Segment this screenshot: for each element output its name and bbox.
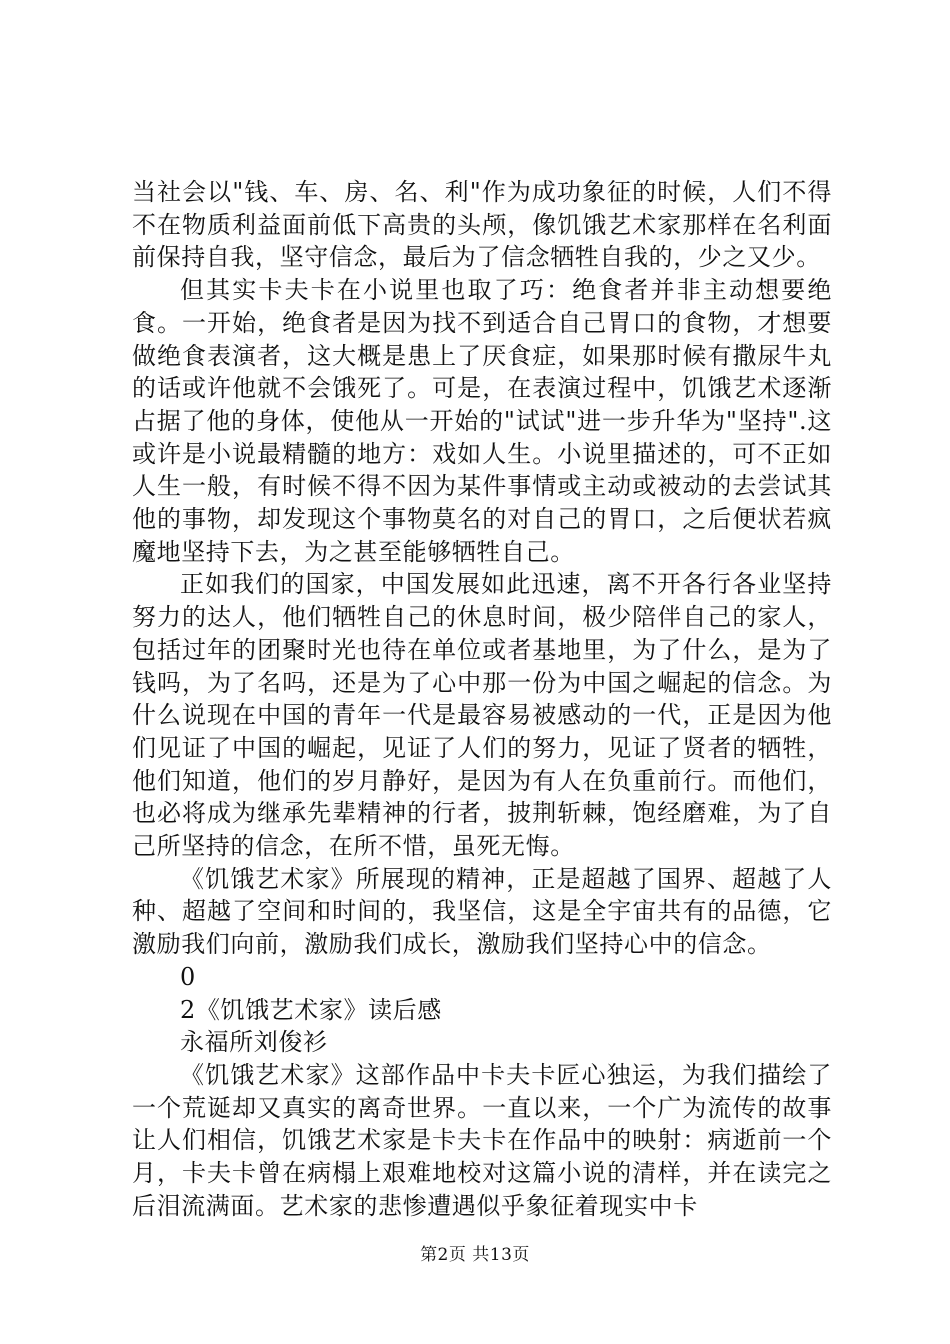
paragraph-kafka-trick: 但其实卡夫卡在小说里也取了巧：绝食者并非主动想要绝食。一开始，绝食者是因为找不到适合自己胃口的食物，才想要做绝食表演者，这大概是患上了厌食症，如果那时候有撒尿牛丸的话或许他就不会饿死了。可是，在表演过程中，饥饿艺术逐渐占据了他的身体，使他从一开始的"试试"进一步升华为"坚持".这或许是小说最精髓的地方：戏如人生。小说里描述的，可不正如人生一般，有时候不得不因为某件事情或主动或被动的去尝试其他的事物，却发现这个事物莫名的对自己的胃口，之后便状若疯魔地坚持下去，为之甚至能够牺牲自己。 (132, 276, 832, 566)
section-number: 0 (180, 962, 196, 991)
document-body (132, 176, 832, 1223)
paragraph-success-symbols: 当社会以"钱、车、房、名、利"作为成功象征的时候，人们不得不在物质利益面前低下高贵的头颅，像饥饿艺术家那样在名利面前保持自我，坚守信念，最后为了信念牺牲自我的，少之又少。 (132, 178, 832, 272)
essay-title: 2《饥饿艺术家》读后感 (180, 995, 442, 1024)
paragraph-spirit: 《饥饿艺术家》所展现的精神，正是超越了国界、超越了人种、超越了空间和时间的，我坚信，这是全宇宙共有的品德，它激励我们向前，激励我们成长，激励我们坚持心中的信念。 (132, 864, 832, 959)
paragraph-our-country: 正如我们的国家，中国发展如此迅速，离不开各行各业坚持努力的达人，他们牺牲自己的休息时间，极少陪伴自己的家人，包括过年的团聚时光也待在单位或者基地里，为了什么，是为了钱吗，为了名吗，还是为了心中那一份为中国之崛起的信念。为什么说现在中国的青年一代是最容易被感动的一代，正是因为他们见证了中国的崛起，见证了人们的努力，见证了贤者的牺牲，他们知道，他们的岁月静好，是因为有人在负重前行。而他们，也必将成为继承先辈精神的行者，披荆斩棘，饱经磨难，为了自己所坚持的信念，在所不惜，虽死无悔。 (132, 570, 832, 861)
page-number-footer: 第2页 共13页 (420, 1245, 530, 1265)
paragraph-essay-intro: 《饥饿艺术家》这部作品中卡夫卡匠心独运，为我们描绘了一个荒诞却又真实的离奇世界。一直以来，一个广为流传的故事让人们相信，饥饿艺术家是卡夫卡在作品中的映射：病逝前一个月，卡夫卡曾在病榻上艰难地校对这篇小说的清样，并在读完之后泪流满面。艺术家的悲惨遭遇似乎象征着现实中卡 (132, 1060, 832, 1220)
essay-author: 永福所刘俊衫 (180, 1028, 328, 1057)
